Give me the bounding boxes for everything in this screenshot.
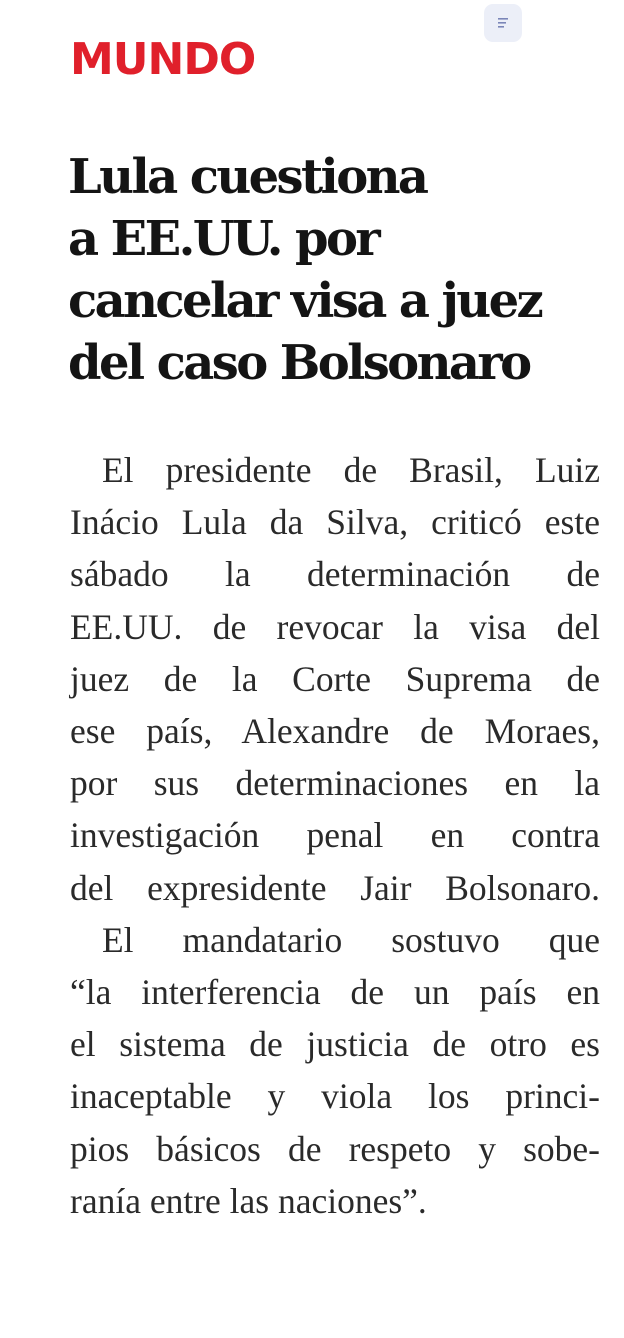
- article-body: [70, 444, 600, 1227]
- paragraph-line: por sus determinaciones en la: [70, 763, 600, 804]
- paragraph-1: [70, 444, 600, 914]
- headline-line: cancelar visa a juez: [68, 273, 542, 329]
- paragraph-line: ranía entre las naciones”.: [70, 1180, 427, 1221]
- paragraph-line: EE.UU. de revocar la visa del: [70, 606, 600, 647]
- document-lines-icon: [496, 16, 510, 30]
- paragraph-line: Inácio Lula da Silva, criticó este: [70, 502, 600, 543]
- paragraph-line: el sistema de justicia de otro es: [70, 1024, 600, 1065]
- paragraph-line: del expresidente Jair Bolsonaro.: [70, 867, 600, 908]
- paragraph-line: El mandatario sostuvo que: [102, 919, 600, 960]
- headline: [68, 146, 608, 394]
- paragraph-line: “la interferencia de un país en: [70, 972, 600, 1013]
- section-label: MUNDO: [70, 34, 256, 85]
- headline-line: Lula cuestiona: [68, 149, 427, 205]
- paragraph-line: sábado la determinación de: [70, 554, 600, 595]
- document-icon[interactable]: [484, 4, 522, 42]
- paragraph-line: inaceptable y viola los princi-: [70, 1076, 600, 1117]
- paragraph-line: investigación penal en contra: [70, 815, 600, 856]
- paragraph-2: [70, 914, 600, 1227]
- headline-line: del caso Bolsonaro: [68, 335, 530, 391]
- paragraph-line: pios básicos de respeto y sobe-: [70, 1128, 600, 1169]
- paragraph-line: ese país, Alexandre de Moraes,: [70, 711, 600, 752]
- paragraph-line: juez de la Corte Suprema de: [70, 658, 600, 699]
- headline-line: a EE.UU. por: [68, 211, 379, 267]
- paragraph-line: El presidente de Brasil, Luiz: [102, 450, 600, 490]
